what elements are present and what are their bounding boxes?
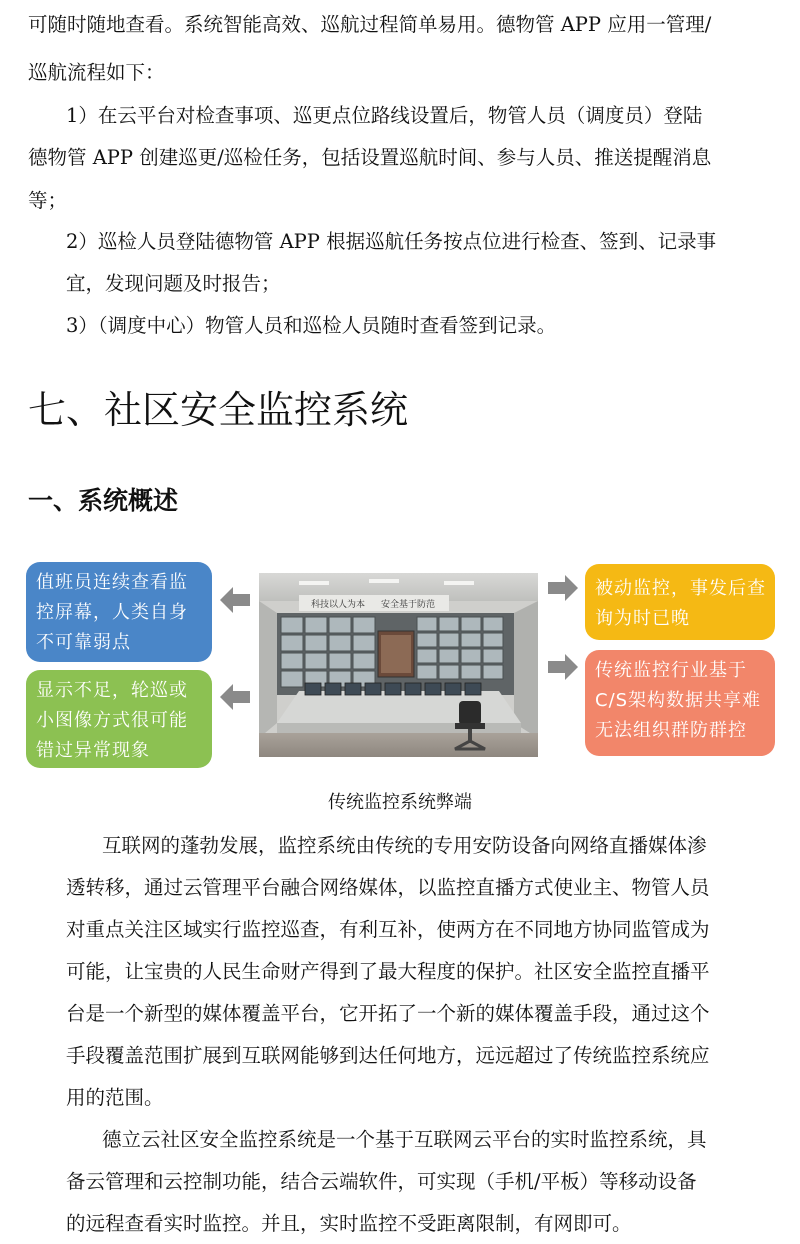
body-para2-line-1: 德立云社区安全监控系统是一个基于互联网云平台的实时监控系统，具 [102, 1128, 707, 1151]
arrow-left-icon [220, 587, 250, 613]
intro-line-8: 3）（调度中心）物管人员和巡检人员随时查看签到记录。 [66, 314, 557, 337]
intro-line-1: 可随时随地查看。系统智能高效、巡航过程简单易用。德物管 APP 应用一管理/ [28, 13, 712, 36]
disadvantage-box-cs-architecture [585, 650, 775, 756]
box-line: 小图像方式很可能 [36, 710, 188, 731]
box-line: 传统监控行业基于 [595, 660, 747, 681]
box-line: C/S架构数据共享难 [595, 690, 762, 711]
section-title: 七、社区安全监控系统 [28, 388, 409, 432]
box-line: 不可靠弱点 [36, 632, 131, 653]
intro-line-4: 德物管 APP 创建巡更/巡检任务，包括设置巡航时间、参与人员、推送提醒消息 [28, 146, 712, 169]
body-para1-line-6: 手段覆盖范围扩展到互联网能够到达任何地方，远远超过了传统监控系统应 [66, 1044, 710, 1067]
body-para1-line-7: 用的范围。 [66, 1086, 164, 1109]
figure-caption: 传统监控系统弊端 [328, 792, 472, 813]
box-line: 无法组织群防群控 [595, 720, 747, 741]
box-line: 被动监控，事发后查 [595, 578, 766, 599]
arrow-right-icon [548, 654, 578, 680]
disadvantage-box-display-limits [26, 670, 212, 768]
body-para1-line-3: 对重点关注区域实行监控巡查，有利互补，使两方在不同地方协同监管成为 [66, 918, 710, 941]
disadvantage-box-passive-monitoring [585, 564, 775, 640]
body-para1-line-5: 台是一个新型的媒体覆盖平台，它开拓了一个新的媒体覆盖手段，通过这个 [66, 1002, 710, 1025]
box-line: 错过异常现象 [36, 740, 150, 761]
box-line: 控屏幕，人类自身 [36, 602, 188, 623]
body-para1-line-2: 透转移，通过云管理平台融合网络媒体，以监控直播方式使业主、物管人员 [66, 876, 710, 899]
arrow-left-icon [220, 684, 250, 710]
body-para2-line-2: 备云管理和云控制功能，结合云端软件，可实现（手机/平板）等移动设备 [66, 1170, 697, 1193]
body-para1-line-4: 可能，让宝贵的人民生命财产得到了最大程度的保护。社区安全监控直播平 [66, 960, 710, 983]
photo-sign-left: 科技以人为本 [311, 600, 366, 610]
disadvantage-box-operator-fatigue [26, 562, 212, 662]
body-para1-line-1: 互联网的蓬勃发展，监控系统由传统的专用安防设备向网络直播媒体渗 [102, 834, 707, 857]
intro-line-3: 1）在云平台对检查事项、巡更点位路线设置后，物管人员（调度员）登陆 [66, 104, 703, 127]
intro-line-6: 2）巡检人员登陆德物管 APP 根据巡航任务按点位进行检查、签到、记录事 [66, 230, 717, 253]
control-room-photo [259, 573, 538, 757]
subsection-title: 一、系统概述 [28, 486, 179, 515]
intro-line-5: 等； [28, 189, 68, 212]
arrow-right-icon [548, 575, 578, 601]
body-para2-line-3: 的远程查看实时监控。并且，实时监控不受距离限制，有网即可。 [66, 1212, 632, 1235]
box-line: 显示不足，轮巡或 [36, 680, 188, 701]
photo-sign-right: 安全基于防范 [381, 600, 436, 610]
box-line: 值班员连续查看监 [36, 572, 188, 593]
box-line: 询为时已晚 [595, 608, 690, 629]
intro-line-2: 巡航流程如下： [28, 61, 165, 84]
intro-line-7: 宜，发现问题及时报告； [66, 272, 281, 295]
